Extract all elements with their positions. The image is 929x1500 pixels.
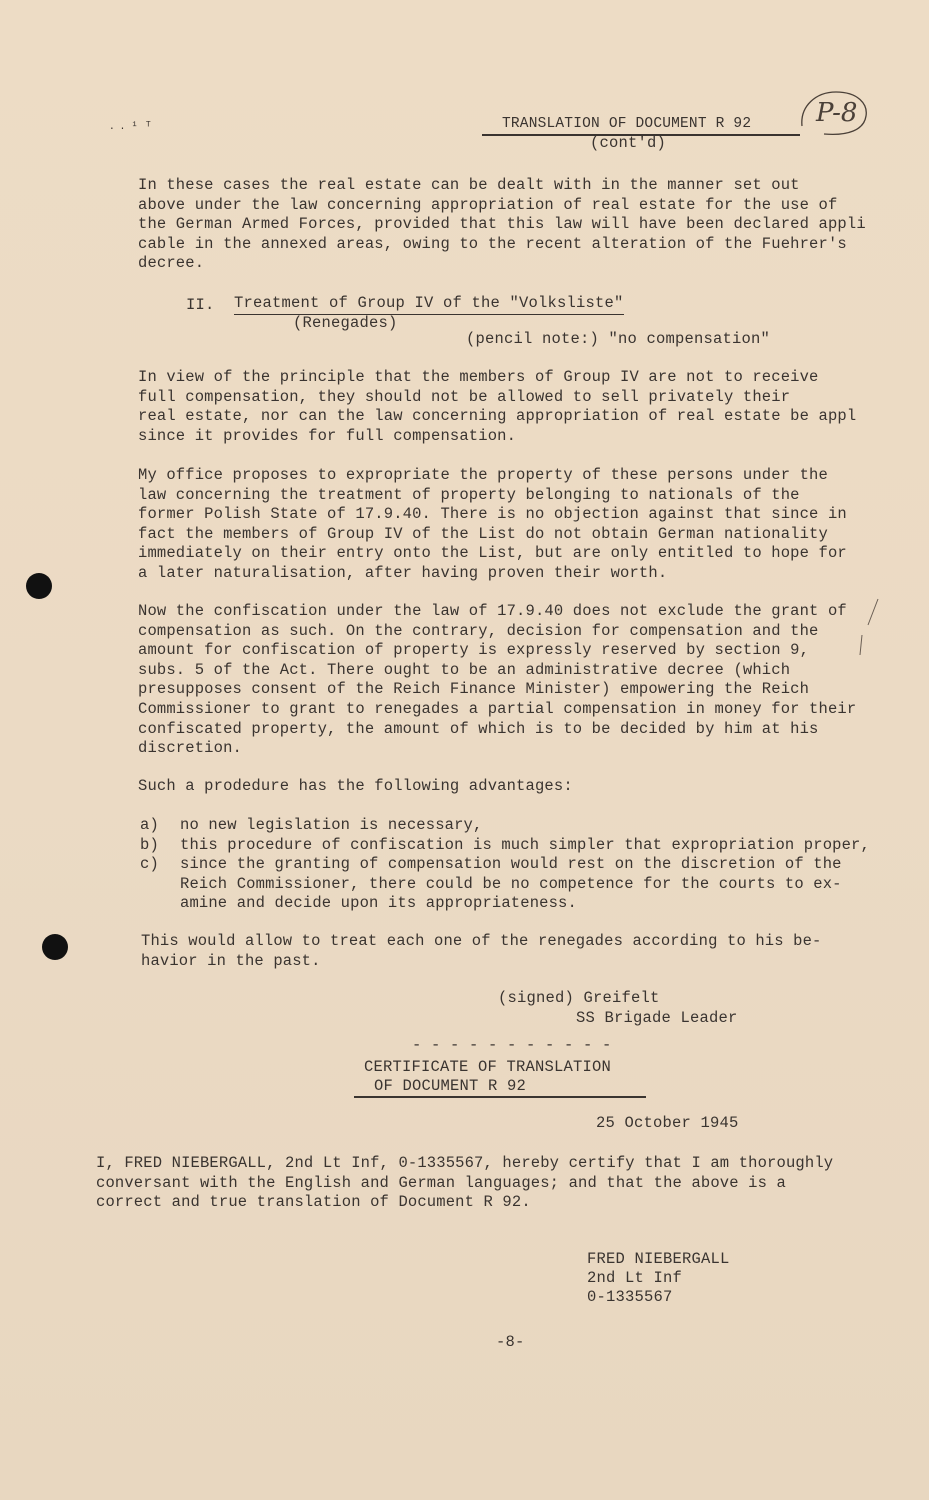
text-line: I, FRED NIEBERGALL, 2nd Lt Inf, 0-1335567, hereby certify that I am thoroughly xyxy=(96,1154,834,1172)
text-line: amount for confiscation of property is expressly reserved by section 9, xyxy=(138,641,810,660)
text-line: decree. xyxy=(138,254,205,273)
list-text: since the granting of compensation would rest on the discretion of the xyxy=(180,855,842,874)
certificate-body xyxy=(96,1154,833,1213)
closing-paragraph xyxy=(141,932,822,971)
text-line: Such a prodedure has the following advantages: xyxy=(138,777,573,795)
section-subheading: (Renegades) xyxy=(293,314,398,332)
text-line: immediately on their entry onto the List, but are only entitled to hope for xyxy=(138,544,847,563)
certificate-date: 25 October 1945 xyxy=(596,1114,739,1132)
text-line: cable in the annexed areas, owing to the recent alteration of the Fuehrer's xyxy=(138,234,847,253)
text-line: discretion. xyxy=(138,739,242,758)
list-text: this procedure of confiscation is much simpler that expropriation proper, xyxy=(180,835,870,854)
paragraph-4 xyxy=(138,777,573,797)
punch-hole-bottom xyxy=(42,934,68,960)
text-line: correct and true translation of Document R 92. xyxy=(96,1193,531,1212)
text-line: presupposes consent of the Reich Finance Minister) empowering the Reich xyxy=(138,680,810,699)
page-annotation: P-8 xyxy=(816,98,858,128)
text-line: subs. 5 of the Act. There ought to be an administrative decree (which xyxy=(138,660,791,679)
signature-signed: (signed) Greifelt xyxy=(498,989,660,1007)
text-line: compensation as such. On the contrary, decision for compensation and the xyxy=(138,621,819,640)
text-line: since it provides for full compensation. xyxy=(138,426,517,445)
text-line: a later naturalisation, after having proven their worth. xyxy=(138,563,668,582)
text-line: My office proposes to expropriate the property of these persons under the xyxy=(138,466,828,484)
certificate-underline xyxy=(354,1096,646,1098)
list-letter: c) xyxy=(140,855,159,874)
paragraph-3 xyxy=(138,602,856,759)
intro-paragraph xyxy=(138,176,866,274)
margin-pencil-strokes xyxy=(840,595,890,675)
page-number: -8- xyxy=(496,1333,525,1351)
text-line: In these cases the real estate can be dealt with in the manner set out xyxy=(138,176,800,194)
text-line: confiscated property, the amount of which is to be decided by him at his xyxy=(138,719,819,738)
signature-rank: SS Brigade Leader xyxy=(576,1009,738,1027)
text-line: full compensation, they should not be allowed to sell privately their xyxy=(138,387,791,406)
list-letter: b) xyxy=(140,835,159,854)
list-text: no new legislation is necessary, xyxy=(180,816,483,834)
text-line: law concerning the treatment of property belonging to nationals of the xyxy=(138,485,800,504)
certificate-title: CERTIFICATE OF TRANSLATION xyxy=(364,1058,612,1076)
punch-hole-top xyxy=(26,573,52,599)
section-heading: Treatment of Group IV of the "Volksliste" xyxy=(234,294,624,315)
text-line: fact the members of Group IV of the List do not obtain German nationality xyxy=(138,524,828,543)
list-text: Reich Commissioner, there could be no competence for the courts to ex- xyxy=(180,874,842,893)
certificate-subtitle: OF DOCUMENT R 92 xyxy=(374,1077,527,1095)
text-line: havior in the past. xyxy=(141,951,321,970)
text-line: above under the law concerning appropriation of real estate for the use of xyxy=(138,195,838,214)
text-line: real estate, nor can the law concerning appropriation of real estate be appl xyxy=(138,407,857,426)
signer-name: FRED NIEBERGALL xyxy=(587,1250,730,1268)
section-number: II. xyxy=(186,296,215,314)
header-marks: ․ ․ ¹ ᵀ xyxy=(110,121,152,133)
text-line: Commissioner to grant to renegades a partial compensation in money for their xyxy=(138,699,857,718)
separator: - - - - - - - - - - - xyxy=(412,1036,612,1054)
list-text: amine and decide upon its appropriateness. xyxy=(180,894,577,913)
signer-rank: 2nd Lt Inf xyxy=(587,1269,683,1287)
paragraph-2 xyxy=(138,466,847,584)
text-line: Now the confiscation under the law of 17.9.40 does not exclude the grant of xyxy=(138,602,847,620)
signer-serial: 0-1335567 xyxy=(587,1288,673,1306)
text-line: This would allow to treat each one of the renegades according to his be- xyxy=(141,932,822,950)
document-contd: (cont'd) xyxy=(590,134,667,152)
document-title: TRANSLATION OF DOCUMENT R 92 xyxy=(502,116,752,132)
list-letter: a) xyxy=(140,816,159,834)
pencil-note: (pencil note:) "no compensation" xyxy=(466,330,771,348)
text-line: conversant with the English and German languages; and that the above is a xyxy=(96,1173,786,1192)
text-line: the German Armed Forces, provided that this law will have been declared appli xyxy=(138,215,866,234)
text-line: In view of the principle that the members of Group IV are not to receive xyxy=(138,368,819,386)
text-line: former Polish State of 17.9.40. There is no objection against that since in xyxy=(138,505,847,524)
paragraph-1 xyxy=(138,368,856,446)
